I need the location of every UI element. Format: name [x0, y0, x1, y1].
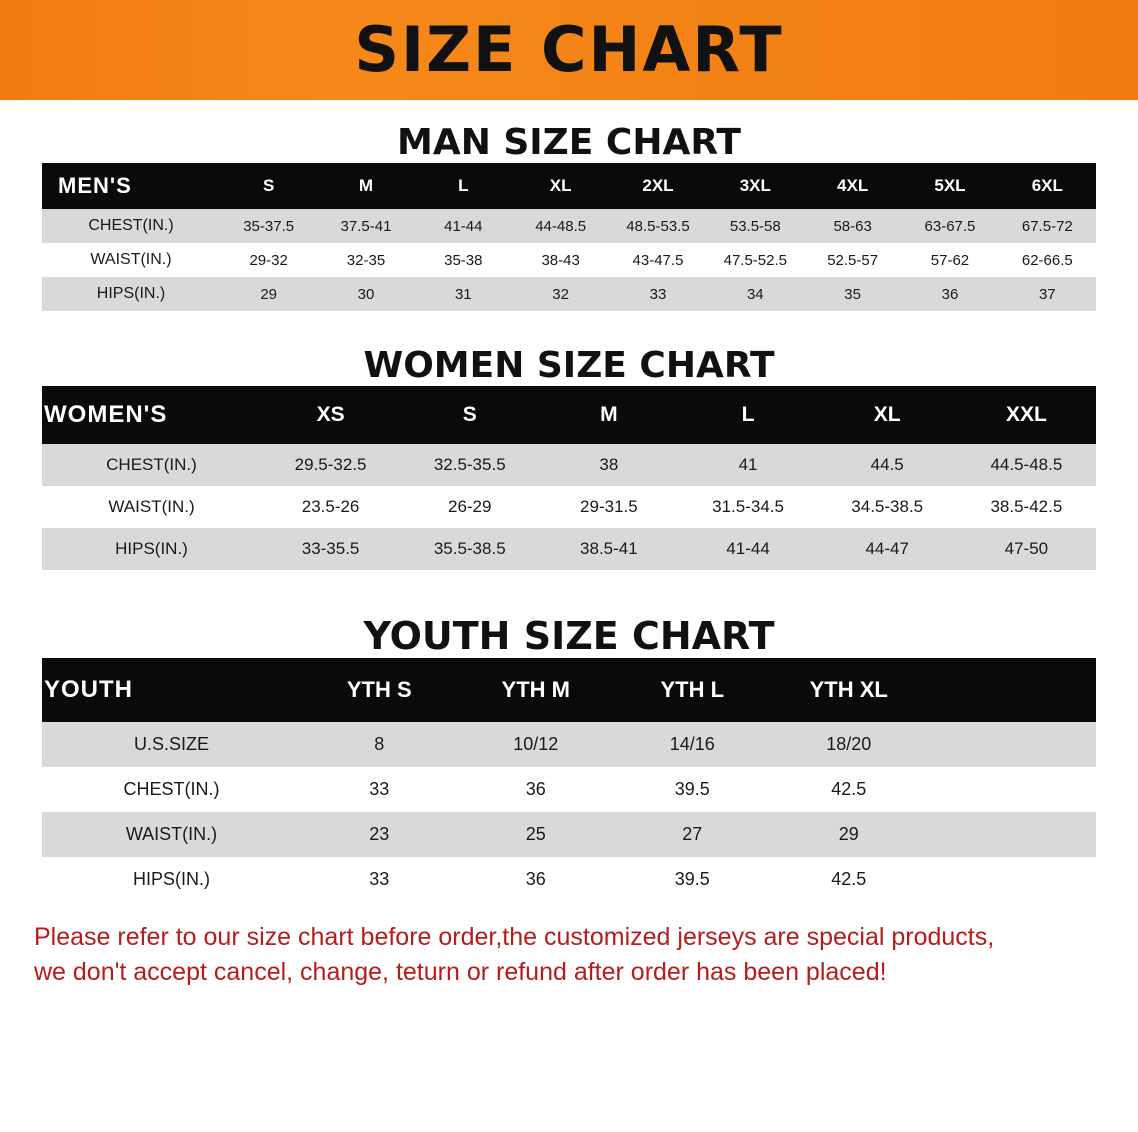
women-row-label: WAIST(IN.)	[42, 486, 261, 528]
table-row	[42, 812, 1096, 857]
women-cell: 35.5-38.5	[400, 528, 539, 570]
man-header-label: MEN'S	[42, 163, 220, 209]
man-section-title: MAN SIZE CHART	[397, 122, 741, 163]
youth-col-header: YTH M	[458, 658, 615, 722]
man-cell: 32	[512, 277, 609, 311]
women-row-label: CHEST(IN.)	[42, 444, 261, 486]
youth-cell: 42.5	[771, 767, 928, 812]
man-size-table	[42, 163, 1096, 311]
man-col-header: 5XL	[901, 163, 998, 209]
man-col-header: 2XL	[609, 163, 706, 209]
policy-note-line2: we don't accept cancel, change, teturn or refund after order has been placed!	[34, 958, 887, 986]
youth-cell: 18/20	[771, 722, 928, 767]
women-row-label: HIPS(IN.)	[42, 528, 261, 570]
youth-cell: 42.5	[771, 857, 928, 902]
women-col-header: XS	[261, 386, 400, 444]
man-col-header: 6XL	[999, 163, 1096, 209]
youth-size-table	[42, 658, 1096, 902]
youth-table-wrapper	[0, 658, 1138, 902]
man-col-header: L	[415, 163, 512, 209]
women-cell: 47-50	[957, 528, 1096, 570]
youth-cell: 14/16	[614, 722, 771, 767]
page-title: SIZE CHART	[354, 13, 784, 86]
table-row	[42, 486, 1096, 528]
table-row	[42, 722, 1096, 767]
women-cell: 44-47	[818, 528, 957, 570]
youth-cell: 33	[301, 767, 458, 812]
women-cell: 44.5	[818, 444, 957, 486]
table-row	[42, 857, 1096, 902]
man-header-row	[42, 163, 1096, 209]
women-header-label: WOMEN'S	[42, 386, 261, 444]
women-cell: 38	[539, 444, 678, 486]
women-cell: 44.5-48.5	[957, 444, 1096, 486]
youth-cell-empty	[927, 857, 1096, 902]
women-col-header: XL	[818, 386, 957, 444]
women-section-title: WOMEN SIZE CHART	[363, 345, 775, 386]
youth-cell: 39.5	[614, 857, 771, 902]
youth-cell: 29	[771, 812, 928, 857]
man-cell: 29-32	[220, 243, 317, 277]
youth-cell: 23	[301, 812, 458, 857]
man-cell: 35	[804, 277, 901, 311]
man-col-header: S	[220, 163, 317, 209]
youth-header-row	[42, 658, 1096, 722]
man-cell: 37.5-41	[317, 209, 414, 243]
youth-cell: 25	[458, 812, 615, 857]
youth-col-header-empty	[927, 658, 1096, 722]
man-cell: 30	[317, 277, 414, 311]
women-header-row	[42, 386, 1096, 444]
youth-row-label: U.S.SIZE	[42, 722, 301, 767]
man-cell: 57-62	[901, 243, 998, 277]
women-table-head	[42, 386, 1096, 444]
youth-header-label: YOUTH	[42, 658, 301, 722]
women-col-header: S	[400, 386, 539, 444]
youth-table-body	[42, 722, 1096, 902]
youth-cell: 27	[614, 812, 771, 857]
women-table-body	[42, 444, 1096, 570]
youth-row-label: HIPS(IN.)	[42, 857, 301, 902]
women-table-wrapper	[0, 386, 1138, 570]
women-cell: 29.5-32.5	[261, 444, 400, 486]
man-cell: 34	[707, 277, 804, 311]
man-cell: 53.5-58	[707, 209, 804, 243]
women-size-table	[42, 386, 1096, 570]
women-cell: 23.5-26	[261, 486, 400, 528]
table-row	[42, 243, 1096, 277]
women-cell: 41	[678, 444, 817, 486]
women-cell: 33-35.5	[261, 528, 400, 570]
man-cell: 37	[999, 277, 1096, 311]
youth-row-label: CHEST(IN.)	[42, 767, 301, 812]
women-cell: 29-31.5	[539, 486, 678, 528]
man-cell: 35-37.5	[220, 209, 317, 243]
page-banner	[0, 0, 1138, 100]
women-cell: 41-44	[678, 528, 817, 570]
man-cell: 52.5-57	[804, 243, 901, 277]
man-row-label: HIPS(IN.)	[42, 277, 220, 311]
man-col-header: M	[317, 163, 414, 209]
man-cell: 67.5-72	[999, 209, 1096, 243]
table-row	[42, 528, 1096, 570]
man-cell: 44-48.5	[512, 209, 609, 243]
man-cell: 63-67.5	[901, 209, 998, 243]
women-cell: 26-29	[400, 486, 539, 528]
man-row-label: WAIST(IN.)	[42, 243, 220, 277]
youth-cell-empty	[927, 767, 1096, 812]
youth-section-title: YOUTH SIZE CHART	[363, 614, 775, 658]
man-col-header: XL	[512, 163, 609, 209]
youth-cell: 39.5	[614, 767, 771, 812]
man-cell: 58-63	[804, 209, 901, 243]
table-row	[42, 767, 1096, 812]
man-cell: 41-44	[415, 209, 512, 243]
man-col-header: 3XL	[707, 163, 804, 209]
youth-cell: 8	[301, 722, 458, 767]
women-col-header: M	[539, 386, 678, 444]
table-row	[42, 444, 1096, 486]
table-row	[42, 277, 1096, 311]
man-cell: 32-35	[317, 243, 414, 277]
policy-note	[0, 920, 1138, 990]
policy-note-line1: Please refer to our size chart before order,the customized jerseys are special products,	[34, 923, 995, 951]
women-col-header: XXL	[957, 386, 1096, 444]
man-cell: 38-43	[512, 243, 609, 277]
man-cell: 48.5-53.5	[609, 209, 706, 243]
man-table-head	[42, 163, 1096, 209]
youth-col-header: YTH S	[301, 658, 458, 722]
man-cell: 43-47.5	[609, 243, 706, 277]
youth-row-label: WAIST(IN.)	[42, 812, 301, 857]
youth-table-head	[42, 658, 1096, 722]
man-col-header: 4XL	[804, 163, 901, 209]
women-cell: 32.5-35.5	[400, 444, 539, 486]
man-cell: 29	[220, 277, 317, 311]
man-cell: 33	[609, 277, 706, 311]
youth-cell: 36	[458, 767, 615, 812]
man-table-wrapper	[0, 163, 1138, 311]
women-cell: 34.5-38.5	[818, 486, 957, 528]
man-cell: 35-38	[415, 243, 512, 277]
youth-cell-empty	[927, 722, 1096, 767]
women-cell: 31.5-34.5	[678, 486, 817, 528]
man-table-body	[42, 209, 1096, 311]
women-col-header: L	[678, 386, 817, 444]
man-cell: 31	[415, 277, 512, 311]
youth-col-header: YTH L	[614, 658, 771, 722]
youth-cell: 33	[301, 857, 458, 902]
man-cell: 47.5-52.5	[707, 243, 804, 277]
women-cell: 38.5-41	[539, 528, 678, 570]
youth-cell-empty	[927, 812, 1096, 857]
youth-col-header: YTH XL	[771, 658, 928, 722]
man-cell: 62-66.5	[999, 243, 1096, 277]
table-row	[42, 209, 1096, 243]
youth-cell: 36	[458, 857, 615, 902]
women-cell: 38.5-42.5	[957, 486, 1096, 528]
youth-cell: 10/12	[458, 722, 615, 767]
man-cell: 36	[901, 277, 998, 311]
man-row-label: CHEST(IN.)	[42, 209, 220, 243]
